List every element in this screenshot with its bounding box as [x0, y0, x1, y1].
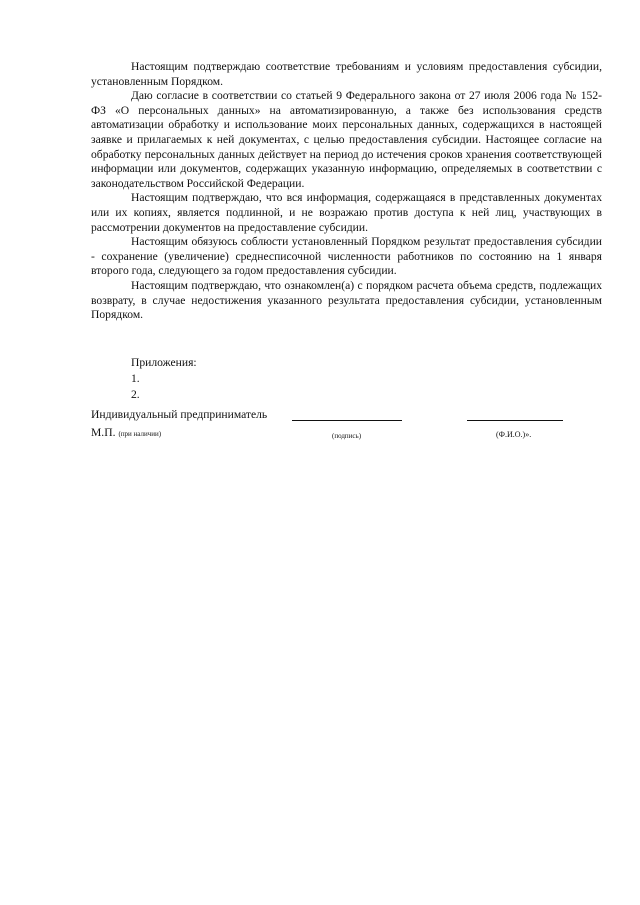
paragraph-refund-awareness: Настоящим подтверждаю, что ознакомлен(а) с порядком расчета объема средств, подлежащих возврату, в случае недостижения указанного результата предоставления субсидии, установленным Порядком. [91, 278, 602, 322]
full-name-line [467, 420, 563, 421]
paragraph-personal-data-consent: Даю согласие в соответствии со статьей 9 Федерального закона от 27 июля 2006 года № 152-ФЗ «О персональных данных» на автоматизированную, а также без использования средств автоматизации обработку и использование моих персональных данных, содержащихся в настоящей заявке и прилагаемых к ней документах, с целью предоставления субсидии. Настоящее согласие на обработку персональных данных действует на период до истечения сроков хранения соответствующей информации или документов, содержащих указанную информацию, определяемых в соответствии с законодательством Российской Федерации. [91, 89, 602, 190]
signatory-label: Индивидуальный предприниматель [91, 408, 268, 421]
stamp-note: (при наличии) [118, 430, 162, 438]
stamp-place [91, 426, 161, 441]
attachment-item: 1. [131, 372, 140, 385]
paragraph-compliance: Настоящим подтверждаю соответствие требованиям и условиям предоставления субсидии, установленным Порядком. [91, 60, 602, 88]
signature-line [292, 420, 402, 421]
full-name-caption: (Ф.И.О.)». [496, 430, 532, 439]
signature-caption: (подпись) [332, 432, 362, 440]
document-body [91, 60, 602, 323]
attachment-item: 2. [131, 388, 140, 401]
paragraph-obligation: Настоящим обязуюсь соблюсти установленный Порядком результат предоставления субсидии - сохранение (увеличение) среднесписочной численности работников по состоянию на 1 января второго года, следующего за годом предоставления субсидии. [91, 235, 602, 278]
stamp-label: М.П. [91, 426, 116, 439]
attachments-section [131, 355, 197, 403]
signature-block [91, 408, 611, 440]
paragraph-information-authenticity: Настоящим подтверждаю, что вся информация, содержащаяся в представленных документах или их копиях, является подлинной, и не возражаю против доступа к ней лиц, участвующих в рассмотрении документов на предоставление субсидии. [91, 191, 602, 234]
attachments-title: Приложения: [131, 356, 197, 369]
